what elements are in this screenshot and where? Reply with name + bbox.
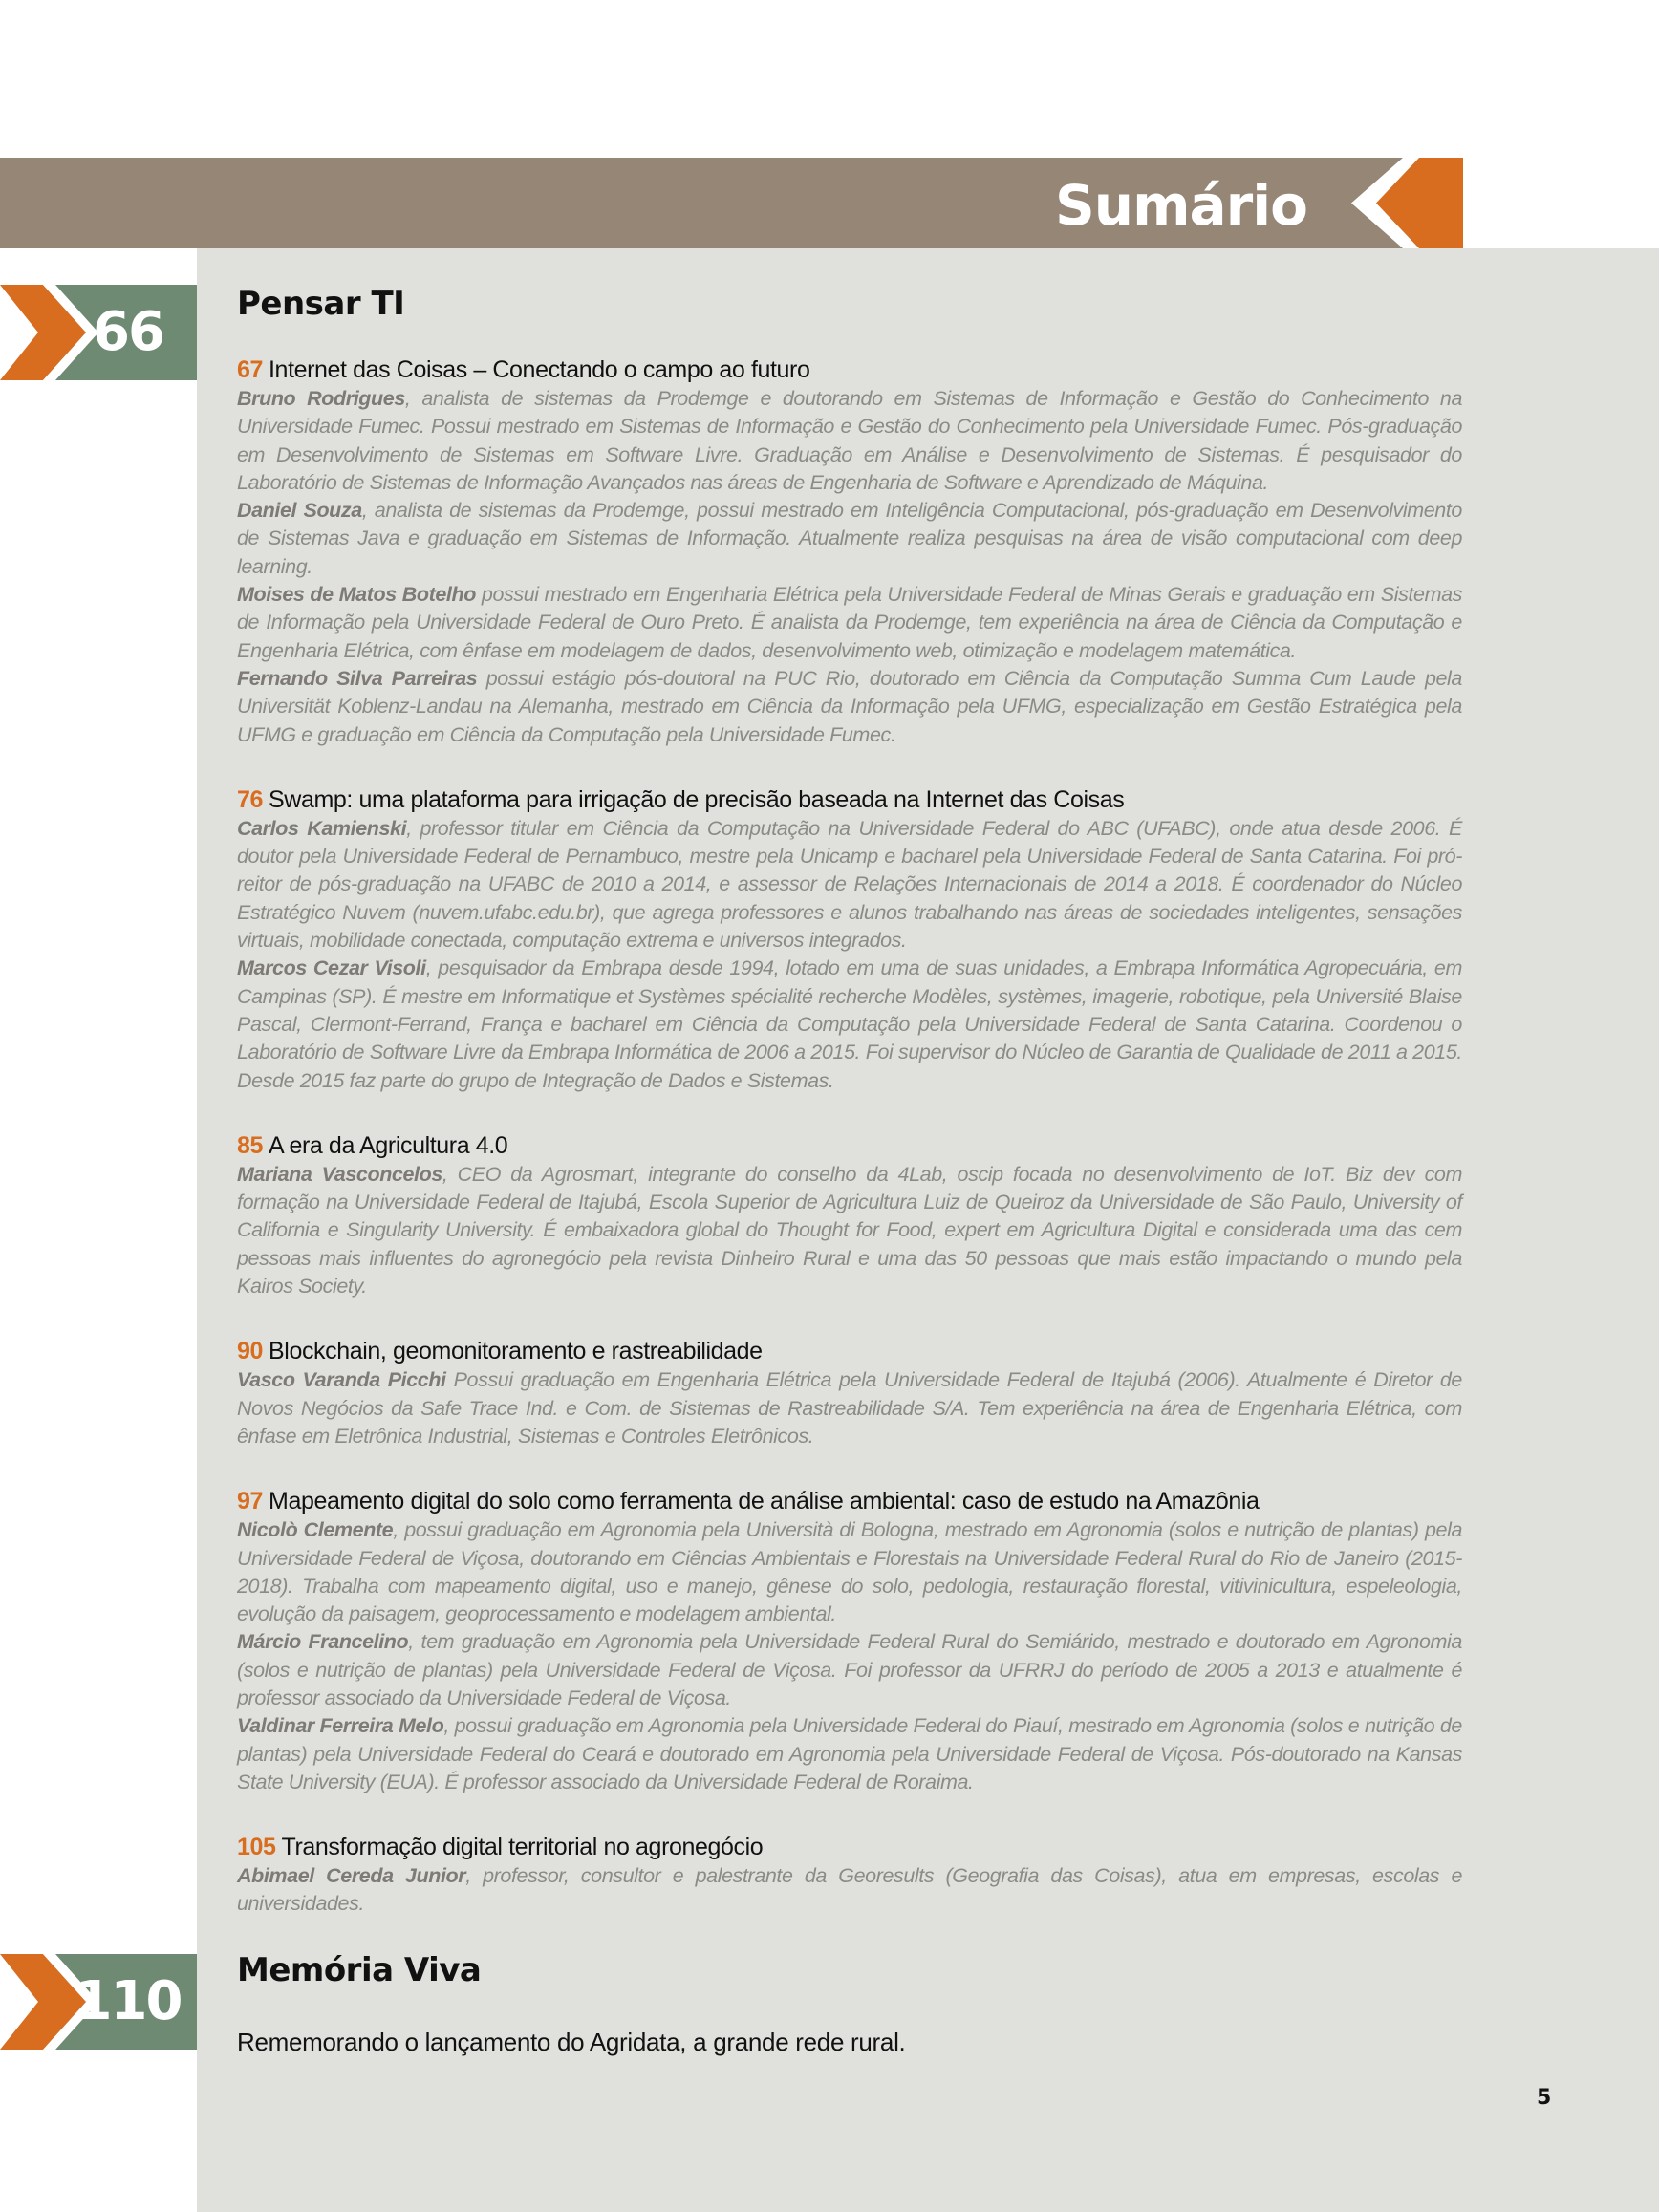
section-badge-memoria-viva[interactable]: [0, 1954, 197, 2050]
section-description: Rememorando o lançamento do Agridata, a grande rede rural.: [237, 2028, 906, 2056]
article-page-number: 105: [237, 1834, 276, 1861]
section-badge-pensar-ti[interactable]: [0, 285, 197, 380]
page-title: Sumário: [1055, 173, 1307, 238]
article-entry[interactable]: [237, 1337, 1462, 1450]
article-list: [237, 355, 1462, 1919]
section-page-number: 110: [75, 1970, 182, 2032]
author-bio: Abimael Cereda Junior, professor, consultor e palestrante da Georesults (Geografia das Coisas), atua em empresas, escolas e universidades.: [237, 1864, 1463, 1916]
author-bio: Marcos Cezar Visoli, pesquisador da Embrapa desde 1994, lotado em uma de suas unidades, a Embrapa Informática Agropecuária, em Campinas (SP). É mestre em Informatique et Systèmes spécialité recherche Modèles, systèmes, imagerie, robotique, pela Université Blaise Pascal, Clermont-Ferrand, França e bacharel em Ciência da Computação pela Universidade Federal de Santa Catarina. Coordenou o Laboratório de Software Livre da Embrapa Informática de 2006 a 2015. Foi supervisor do Núcleo de Garantia de Qualidade de 2011 a 2015. Desde 2015 faz parte do grupo de Integração de Dados e Sistemas.: [237, 956, 1462, 1092]
author-bio: Nicolò Clemente, possui graduação em Agronomia pela Università di Bologna, mestrado em Agronomia (solos e nutrição de plantas) pela Universidade Federal de Viçosa, doutorando em Ciências Ambientais e Florestais na Universidade Federal Rural do Rio de Janeiro (2015-2018). Trabalha com mapeamento digital, uso e manejo, gênese do solo, pedologia, restauração florestal, vitivinicultura, espeleologia, evolução da paisagem, geoprocessamento e modelagem ambiental.: [237, 1518, 1463, 1626]
author-bio: Fernando Silva Parreiras possui estágio pós-doutoral na PUC Rio, doutorado em Ciência da Computação Summa Cum Laude pela Universität Koblenz-Landau na Alemanha, mestrado em Ciência da Informação pela UFMG, especialização em Gestão Estratégica pela UFMG e graduação em Ciência da Computação pela Universidade Fumec.: [237, 666, 1462, 746]
author-name: Nicolò Clemente: [237, 1518, 394, 1542]
author-name: Vasco Varanda Picchi: [237, 1368, 446, 1392]
author-name: Fernando Silva Parreiras: [237, 666, 478, 690]
article-title[interactable]: 85 A era da Agricultura 4.0: [237, 1131, 508, 1159]
article-title[interactable]: 105 Transformação digital territorial no agronegócio: [237, 1834, 764, 1861]
section-title: Pensar TI: [237, 285, 405, 323]
article-title[interactable]: 90 Blockchain, geomonitoramento e rastreabilidade: [237, 1338, 763, 1365]
page-number: 5: [1537, 2086, 1552, 2110]
article-entry[interactable]: [237, 1833, 1462, 1919]
article-entry[interactable]: [237, 1131, 1462, 1300]
section-title: Memória Viva: [237, 1951, 482, 1989]
article-entry[interactable]: [237, 355, 1462, 749]
author-bio: Moises de Matos Botelho possui mestrado em Engenharia Elétrica pela Universidade Federal de Minas Gerais e graduação em Sistemas de Informação pela Universidade Federal de Ouro Preto. É analista da Prodemge, tem experiência na área de Ciência da Computação e Engenharia Elétrica, com ênfase em modelagem de dados, desenvolvimento web, otimização e modelagem matemática.: [237, 583, 1462, 662]
author-name: Mariana Vasconcelos: [237, 1162, 442, 1186]
author-name: Marcos Cezar Visoli: [237, 956, 426, 980]
author-bio: Márcio Francelino, tem graduação em Agronomia pela Universidade Federal Rural do Semiárido, mestrado e doutorado em Agronomia (solos e nutrição de plantas) pela Universidade Federal de Viçosa. Foi professor da UFRRJ do período de 2005 a 2013 e atualmente é professor associado da Universidade Federal de Viçosa.: [237, 1630, 1462, 1709]
section-page-number: 66: [93, 301, 163, 363]
article-entry[interactable]: [237, 1487, 1462, 1796]
article-page-number: 90: [237, 1338, 264, 1365]
article-title[interactable]: 67 Internet das Coisas – Conectando o campo ao futuro: [237, 356, 810, 383]
article-page-number: 97: [237, 1488, 264, 1515]
article-page-number: 76: [237, 785, 264, 813]
article-page-number: 85: [237, 1131, 264, 1159]
article-title[interactable]: 97 Mapeamento digital do solo como ferramenta de análise ambiental: caso de estudo na Amazônia: [237, 1488, 1260, 1515]
article-page-number: 67: [237, 356, 264, 383]
author-name: Daniel Souza: [237, 499, 362, 523]
article-title[interactable]: 76 Swamp: uma plataforma para irrigação de precisão baseada na Internet das Coisas: [237, 785, 1125, 813]
author-bio: Carlos Kamienski, professor titular em Ciência da Computação na Universidade Federal do ABC (UFABC), onde atua desde 2006. É doutor pela Universidade Federal de Pernambuco, mestre pela Unicamp e bacharel pela Universidade Federal de Santa Catarina. Foi pró-reitor de pós-graduação na UFABC de 2010 a 2014, e assessor de Relações Internacionais de 2014 a 2018. É coordenador do Núcleo Estratégico Nuvem (nuvem.ufabc.edu.br), que agrega professores e alunos trabalhando nas áreas de sociedades inteligentes, sensações virtuais, mobilidade conectada, computação extrema e universos integrados.: [237, 816, 1462, 953]
author-name: Valdinar Ferreira Melo: [237, 1714, 444, 1738]
author-bio: Vasco Varanda Picchi Possui graduação em Engenharia Elétrica pela Universidade Federal de Itajubá (2006). Atualmente é Diretor de Novos Negócios da Safe Trace Ind. e Com. de Sistemas de Rastreabilidade S/A. Tem experiência na área de Engenharia Elétrica, com ênfase em Eletrônica Industrial, Sistemas e Controles Eletrônicos.: [237, 1368, 1462, 1448]
author-bio: Mariana Vasconcelos, CEO da Agrosmart, integrante do conselho da 4Lab, oscip focada no desenvolvimento de IoT. Biz dev com formação na Universidade Federal de Itajubá, Escola Superior de Agricultura Luiz de Queiroz da Universidade de São Paulo, University of California e Singularity University. É embaixadora global do Thought for Food, expert em Agricultura Digital e considerada uma das cem pessoas mais influentes do agronegócio pela revista Dinheiro Rural e uma das 50 pessoas que mais estão impactando o mundo pela Kairos Society.: [237, 1162, 1462, 1299]
author-name: Márcio Francelino: [237, 1630, 409, 1654]
header-chevron-icon: [1343, 158, 1463, 248]
author-name: Abimael Cereda Junior: [237, 1864, 466, 1888]
author-bio: Daniel Souza, analista de sistemas da Prodemge, possui mestrado em Inteligência Computacional, pós-graduação em Desenvolvimento de Sistemas Java e graduação em Sistemas de Informação. Atualmente realiza pesquisas na área de visão computacional com deep learning.: [237, 499, 1462, 578]
author-name: Bruno Rodrigues: [237, 387, 405, 410]
author-bio: Bruno Rodrigues, analista de sistemas da Prodemge e doutorando em Sistemas de Informação e Gestão do Conhecimento na Universidade Fumec. Possui mestrado em Sistemas de Informação e Gestão do Conhecimento pela Universidade Fumec. Pós-graduação em Desenvolvimento de Sistemas em Software Livre. Graduação em Análise e Desenvolvimento de Sistemas. É pesquisador do Laboratório de Sistemas de Informação Avançados nas áreas de Engenharia de Software e Aprendizado de Máquina.: [237, 387, 1462, 494]
author-name: Moises de Matos Botelho: [237, 583, 476, 607]
author-bio: Valdinar Ferreira Melo, possui graduação em Agronomia pela Universidade Federal do Piauí, mestrado em Agronomia (solos e nutrição de plantas) pela Universidade Federal do Ceará e doutorado em Agronomia pela Universidade Federal de Viçosa. Pós-doutorado na Kansas State University (EUA). É professor associado da Universidade Federal de Roraima.: [237, 1714, 1462, 1793]
article-entry[interactable]: [237, 785, 1462, 1095]
author-name: Carlos Kamienski: [237, 816, 407, 840]
